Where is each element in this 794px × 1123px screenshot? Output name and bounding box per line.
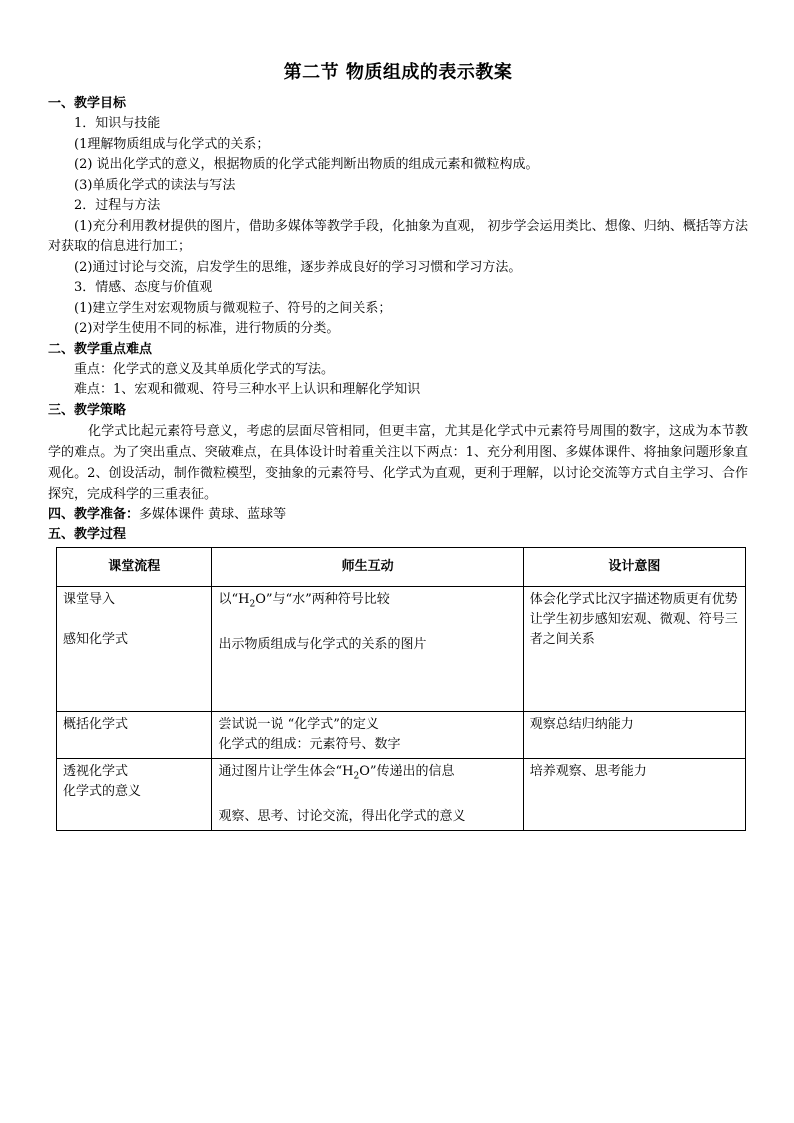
table-row: [57, 712, 746, 759]
objective-p2: (2)通过讨论与交流，启发学生的思维，逐步养成良好的学习习惯和学习方法。: [74, 259, 522, 275]
document-page: [48, 58, 748, 831]
table-cell-intent: [523, 587, 745, 712]
cell-text: 出示物质组成与化学式的关系的图片: [218, 636, 427, 652]
subheading-knowledge: 1．知识与技能: [74, 116, 161, 131]
objective-k3: (3)单质化学式的读法与写法: [74, 177, 236, 193]
table-header-interaction: 师生互动: [212, 548, 523, 587]
objective-e1: (1)建立学生对宏观物质与微观粒子、符号的之间关系；: [74, 300, 392, 316]
table-cell-flow: [57, 587, 212, 712]
objective-e2: (2)对学生使用不同的标准，进行物质的分类。: [74, 321, 340, 336]
subheading-process: 2．过程与方法: [74, 198, 161, 213]
table-row: [57, 759, 746, 831]
table-cell-interaction: [212, 712, 523, 759]
cell-text: 化学式的意义: [63, 784, 142, 799]
teaching-process-table: [56, 547, 746, 831]
table-row: [57, 587, 746, 712]
cell-text: 尝试说一说 “化学式”的定义: [218, 717, 379, 732]
difficult-point: 难点：1、宏观和微观、符号三种水平上认识和理解化学知识: [74, 382, 421, 397]
table-cell-intent: [523, 712, 745, 759]
cell-text: 观察总结归纳能力: [529, 717, 634, 732]
cell-text: 透视化学式: [63, 764, 129, 779]
cell-text: 感知化学式: [63, 632, 129, 647]
key-point: 重点：化学式的意义及其单质化学式的写法。: [74, 361, 335, 377]
section-heading-key-points: 二、教学重点难点: [48, 341, 153, 357]
table-header-intent: 设计意图: [523, 548, 745, 587]
table-cell-interaction: [212, 587, 523, 712]
cell-text: 化学式的组成：元素符号、数字: [218, 737, 401, 752]
page-title: 第二节 物质组成的表示教案: [283, 62, 513, 83]
cell-text: 以“$H_2O$”与“水”两种符号比较: [218, 592, 390, 610]
objective-k1: (1理解物质组成与化学式的关系；: [74, 136, 270, 152]
table-cell-flow: [57, 759, 212, 831]
table-cell-intent: [523, 759, 745, 831]
cell-text: 让学生初步感知宏观、微观、符号三者之间关系: [529, 612, 738, 647]
section-heading-preparation: 四、教学准备：: [48, 506, 140, 522]
cell-text: 课堂导入: [63, 592, 116, 607]
cell-text: 体会化学式比汉字描述物质更有优势: [529, 592, 738, 607]
table-cell-flow: [57, 712, 212, 759]
objective-p1: (1)充分利用教材提供的图片，借助多媒体等教学手段，化抽象为直观， 初步学会运用类比、想像、归纳、概括等方法对获取的信息进行加工；: [48, 218, 748, 254]
section-heading-strategy: 三、教学策略: [48, 402, 127, 418]
table-header-row: [57, 548, 746, 587]
section-heading-objectives: 一、教学目标: [48, 96, 127, 111]
table-header-flow: 课堂流程: [57, 548, 212, 587]
cell-text: 观察、思考、讨论交流，得出化学式的意义: [218, 808, 466, 824]
subheading-emotion: 3．情感、态度与价值观: [74, 280, 213, 295]
cell-text: 概括化学式: [63, 717, 129, 732]
section-preparation: [48, 505, 748, 526]
table-cell-interaction: [212, 759, 523, 831]
strategy-paragraph: 化学式比起元素符号意义，考虑的层面尽管相同，但更丰富，尤其是化学式中元素符号周围的数字，这成为本节教学的难点。为了突出重点、突破难点，在具体设计时着重关注以下两点：1、充分利用图、多媒体课件、将抽象问题形象直观化。2、创设活动，制作微粒模型，变抽象的元素符号、化学式为直观，更利于理解，以讨论交流等方式自主学习、合作探究，完成科学的三重表征。: [48, 423, 748, 502]
cell-text: 培养观察、思考能力: [529, 764, 647, 779]
objective-k2: (2) 说出化学式的意义，根据物质的化学式能判断出物质的组成元素和微粒构成。: [74, 157, 539, 172]
preparation-text: 多媒体课件 黄球、蓝球等: [139, 506, 287, 522]
section-heading-process: 五、教学过程: [48, 527, 127, 542]
cell-text: 通过图片让学生体会“$H_2O$”传递出的信息: [218, 764, 455, 782]
